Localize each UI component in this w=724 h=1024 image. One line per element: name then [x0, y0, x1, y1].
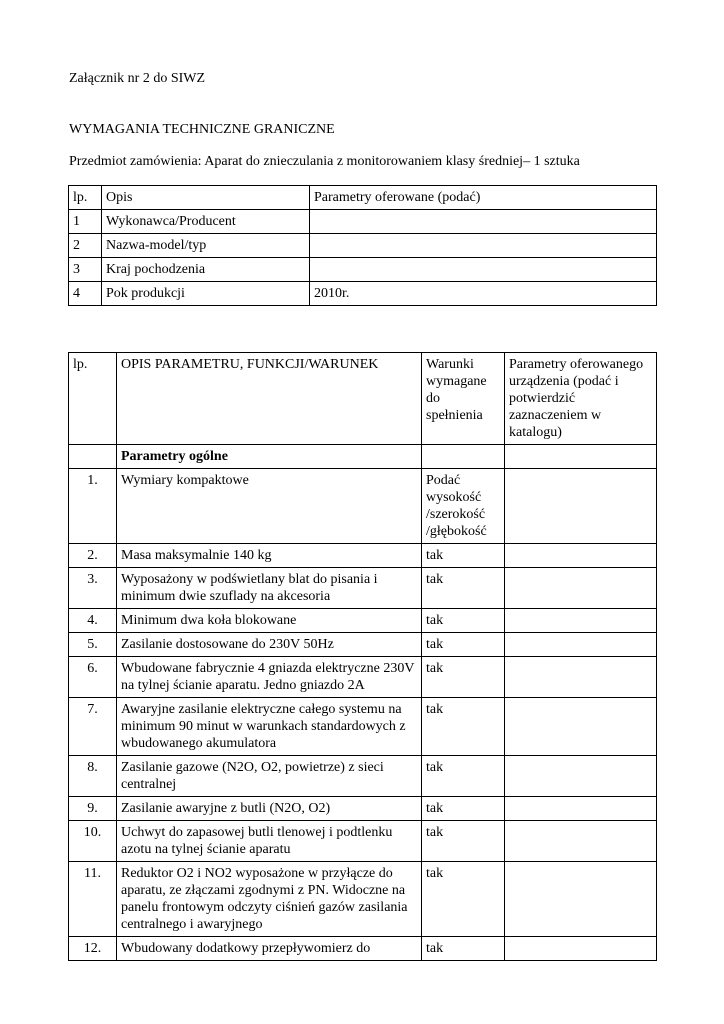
row-parameter: Uchwyt do zapasowej butli tlenowej i podtlenku azotu na tylnej ścianie aparatu — [117, 821, 422, 862]
row-number: 9. — [69, 797, 117, 821]
table-row — [69, 862, 657, 937]
table-row — [69, 797, 657, 821]
row-required: tak — [422, 698, 505, 756]
table-row — [69, 609, 657, 633]
row-required: tak — [422, 937, 505, 961]
row-number: 1 — [69, 210, 102, 234]
table-row — [69, 698, 657, 756]
row-number: 3. — [69, 568, 117, 609]
order-subject: Przedmiot zamówienia: Aparat do znieczulania z monitorowaniem klasy średniej– 1 sztuka — [69, 154, 580, 169]
row-number: 4 — [69, 282, 102, 306]
row-number: 6. — [69, 657, 117, 698]
table-row — [69, 210, 657, 234]
row-offered — [505, 797, 657, 821]
section-row — [69, 445, 657, 469]
header-cell-offered: Parametry oferowanego urządzenia (podać i potwierdzić zaznaczeniem w katalogu) — [505, 353, 657, 445]
row-offered — [505, 609, 657, 633]
header-cell-lp: lp. — [69, 353, 117, 445]
document-title: WYMAGANIA TECHNICZNE GRANICZNE — [69, 122, 335, 137]
basic-info-table — [68, 185, 657, 306]
row-value — [310, 210, 657, 234]
table-row — [69, 258, 657, 282]
row-description: Nazwa-model/typ — [102, 234, 310, 258]
header-cell-lp: lp. — [69, 186, 102, 210]
row-offered — [505, 469, 657, 544]
requirements-table — [68, 352, 657, 961]
table-row — [69, 282, 657, 306]
table-header-row — [69, 186, 657, 210]
row-offered — [505, 862, 657, 937]
row-number: 5. — [69, 633, 117, 657]
row-number: 1. — [69, 469, 117, 544]
table-header-row — [69, 353, 657, 445]
row-required: tak — [422, 568, 505, 609]
row-parameter: Wbudowane fabrycznie 4 gniazda elektryczne 230V na tylnej ścianie aparatu. Jedno gniazdo 2A — [117, 657, 422, 698]
row-description: Pok produkcji — [102, 282, 310, 306]
row-description: Kraj pochodzenia — [102, 258, 310, 282]
table-row — [69, 657, 657, 698]
row-number: 2. — [69, 544, 117, 568]
row-value — [310, 258, 657, 282]
table-row — [69, 937, 657, 961]
row-number: 7. — [69, 698, 117, 756]
row-parameter: Reduktor O2 i NO2 wyposażone w przyłącze do aparatu, ze złączami zgodnymi z PN. Widoczne na panelu frontowym odczyty ciśnień gazów zasilania centralnego i awaryjnego — [117, 862, 422, 937]
row-parameter: Zasilanie dostosowane do 230V 50Hz — [117, 633, 422, 657]
row-number: 3 — [69, 258, 102, 282]
row-required: tak — [422, 797, 505, 821]
table-row — [69, 821, 657, 862]
header-cell-offered: Parametry oferowane (podać) — [310, 186, 657, 210]
row-parameter: Zasilanie gazowe (N2O, O2, powietrze) z sieci centralnej — [117, 756, 422, 797]
row-parameter: Zasilanie awaryjne z butli (N2O, O2) — [117, 797, 422, 821]
row-number: 12. — [69, 937, 117, 961]
row-offered — [505, 937, 657, 961]
header-cell-description: Opis — [102, 186, 310, 210]
row-offered — [505, 698, 657, 756]
row-required: tak — [422, 544, 505, 568]
row-number: 8. — [69, 756, 117, 797]
header-cell-required: Warunki wymagane do spełnienia — [422, 353, 505, 445]
row-parameter: Minimum dwa koła blokowane — [117, 609, 422, 633]
requirements-rows — [69, 469, 657, 961]
row-number: 4. — [69, 609, 117, 633]
annex-label: Załącznik nr 2 do SIWZ — [69, 71, 206, 86]
row-parameter: Masa maksymalnie 140 kg — [117, 544, 422, 568]
section-title: Parametry ogólne — [117, 445, 422, 469]
table-row — [69, 544, 657, 568]
row-offered — [505, 756, 657, 797]
row-number: 11. — [69, 862, 117, 937]
table-row — [69, 234, 657, 258]
row-required: tak — [422, 821, 505, 862]
header-cell-parameter: OPIS PARAMETRU, FUNKCJI/WARUNEK — [117, 353, 422, 445]
row-required: tak — [422, 633, 505, 657]
row-offered — [505, 568, 657, 609]
row-offered — [505, 821, 657, 862]
row-value — [310, 234, 657, 258]
row-parameter: Wbudowany dodatkowy przepływomierz do — [117, 937, 422, 961]
table-row — [69, 469, 657, 544]
row-value: 2010r. — [310, 282, 657, 306]
row-number: 2 — [69, 234, 102, 258]
row-required: tak — [422, 609, 505, 633]
table-row — [69, 756, 657, 797]
table-row — [69, 568, 657, 609]
row-number: 10. — [69, 821, 117, 862]
row-offered — [505, 657, 657, 698]
row-offered — [505, 633, 657, 657]
row-required: tak — [422, 756, 505, 797]
row-parameter: Wymiary kompaktowe — [117, 469, 422, 544]
row-description: Wykonawca/Producent — [102, 210, 310, 234]
row-offered — [505, 544, 657, 568]
row-parameter: Wyposażony w podświetlany blat do pisania i minimum dwie szuflady na akcesoria — [117, 568, 422, 609]
table-row — [69, 633, 657, 657]
row-required: tak — [422, 862, 505, 937]
row-parameter: Awaryjne zasilanie elektryczne całego systemu na minimum 90 minut w warunkach standardowych z wbudowanego akumulatora — [117, 698, 422, 756]
row-required: Podać wysokość /szerokość /głębokość — [422, 469, 505, 544]
row-required: tak — [422, 657, 505, 698]
